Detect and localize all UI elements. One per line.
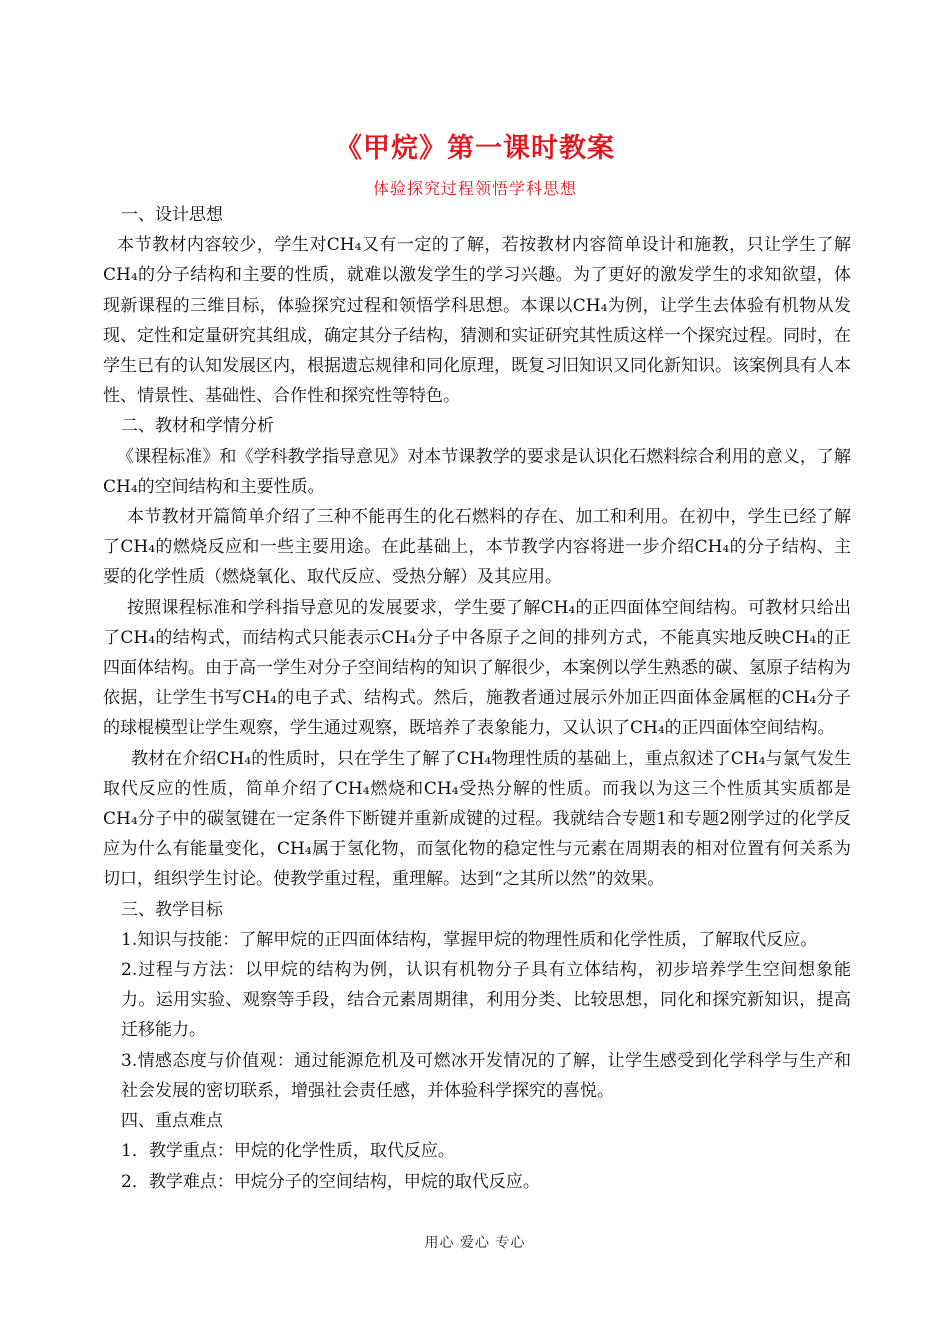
numbered-item: 2．教学难点：甲烷分子的空间结构，甲烷的取代反应。 <box>121 1171 540 1192</box>
numbered-item: 1.知识与技能：了解甲烷的正四面体结构，掌握甲烷的物理性质和化学性质，了解取代反应。 <box>121 929 818 950</box>
paragraph: 教材在介绍CH₄的性质时，只在学生了解了CH₄物理性质的基础上，重点叙述了CH₄与氯气发生取代反应的性质，简单介绍了CH₄燃烧和CH₄受热分解的性质。而我以为这三个性质其实质都是CH₄分子中的碳氢键在一定条件下断键并重新成键的过程。我就结合专题1和专题2刚学过的化学反应为什么有能量变化，CH₄属于氢化物，而氢化物的稳定性与元素在周期表的相对位置有何关系为切口，组织学生讨论。使教学重过程，重理解。达到“之其所以然”的效果。 <box>103 748 851 890</box>
section-heading: 一、设计思想 <box>121 205 223 225</box>
numbered-item: 1．教学重点：甲烷的化学性质，取代反应。 <box>121 1141 455 1162</box>
section-heading: 四、重点难点 <box>121 1111 223 1132</box>
section-heading: 二、教材和学情分析 <box>121 416 274 437</box>
numbered-item: 3.情感态度与价值观：通过能源危机及可燃冰开发情况的了解，让学生感受到化学科学与生产和社会发展的密切联系，增强社会责任感，并体验科学探究的喜悦。 <box>121 1050 851 1101</box>
document-body <box>103 200 851 1197</box>
page-footer: 用心 爱心 专心 <box>424 1235 526 1251</box>
paragraph: 按照课程标准和学科指导意见的发展要求，学生要了解CH₄的正四面体空间结构。可教材只给出了CH₄的结构式，而结构式只能表示CH₄分子中各原子之间的排列方式，不能真实地反映CH₄的正四面体结构。由于高一学生对分子空间结构的知识了解很少，本案例以学生熟悉的碳、氢原子结构为依据，让学生书写CH₄的电子式、结构式。然后，施教者通过展示外加正四面体金属框的CH₄分子的球棍模型让学生观察，学生通过观察，既培养了表象能力，又认识了CH₄的正四面体空间结构。 <box>103 597 851 739</box>
paragraph: 本节教材内容较少，学生对CH₄又有一定的了解，若按教材内容简单设计和施教，只让学生了解CH₄的分子结构和主要的性质，就难以激发学生的学习兴趣。为了更好的激发学生的求知欲望，体现新课程的三维目标，体验探究过程和领悟学科思想。本课以CH₄为例，让学生去体验有机物从发现、定性和定量研究其组成，确定其分子结构，猜测和实证研究其性质这样一个探究过程。同时，在学生已有的认知发展区内，根据遗忘规律和同化原理，既复习旧知识又同化新知识。该案例具有人本性、情景性、基础性、合作性和探究性等特色。 <box>103 235 851 407</box>
document-subtitle: 体验探究过程领悟学科思想 <box>372 179 577 198</box>
section-heading: 三、教学目标 <box>121 899 223 920</box>
document-title: 《甲烷》第一课时教案 <box>335 133 615 164</box>
paragraph: 本节教材开篇简单介绍了三种不能再生的化石燃料的存在、加工和利用。在初中，学生已经了解了CH₄的燃烧反应和一些主要用途。在此基础上，本节教学内容将进一步介绍CH₄的分子结构、主要的化学性质（燃烧氧化、取代反应、受热分解）及其应用。 <box>103 507 851 588</box>
paragraph: 《课程标准》和《学科教学指导意见》对本节课教学的要求是认识化石燃料综合利用的意义，了解CH₄的空间结构和主要性质。 <box>103 446 851 497</box>
numbered-item: 2.过程与方法：以甲烷的结构为例，认识有机物分子具有立体结构，初步培养学生空间想象能力。运用实验、观察等手段，结合元素周期律，利用分类、比较思想，同化和探究新知识，提高迁移能力。 <box>121 960 851 1041</box>
